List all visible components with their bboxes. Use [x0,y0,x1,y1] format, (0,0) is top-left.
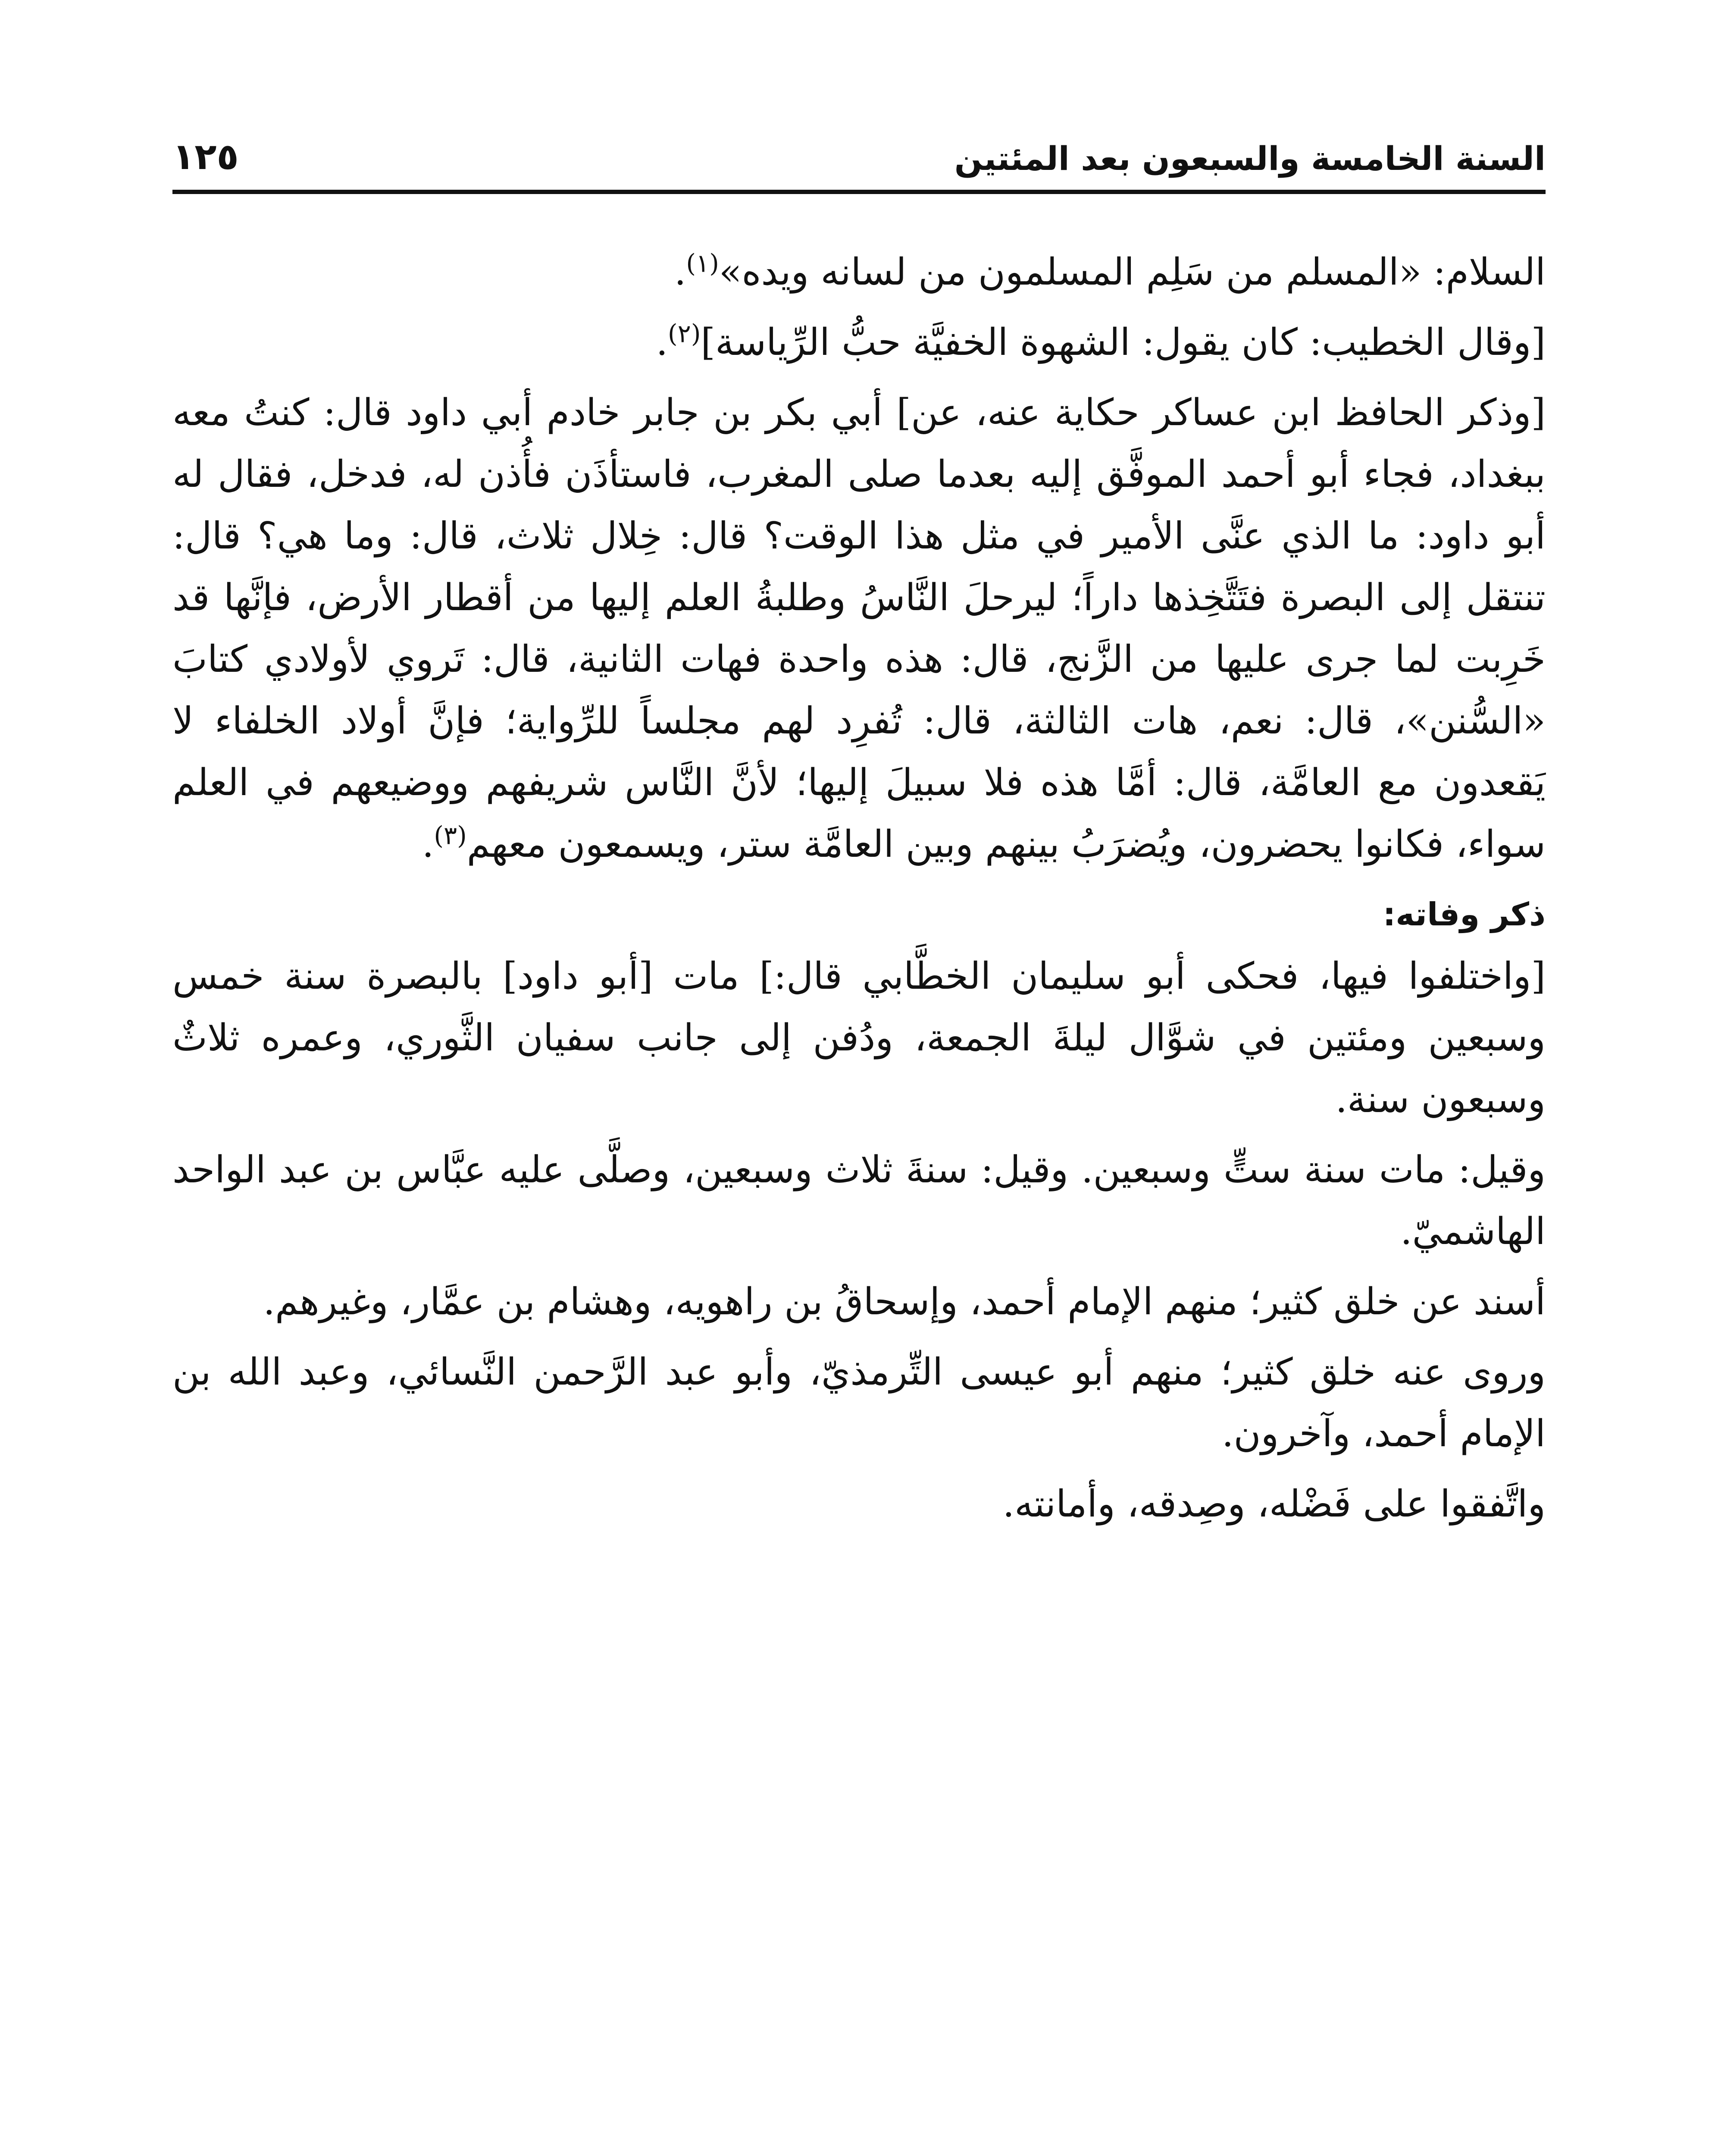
paragraph-text: [وذكر الحافظ ابن عساكر حكاية عنه، عن] أبي بكر بن جابر خادم أبي داود قال: كنتُ معه ببغداد، فجاء أبو أحمد الموفَّق إليه بعدما صلى المغرب، فاستأذَن فأُذن له، فدخل، فقال له أبو داود: ما الذي عنَّى الأمير في مثل هذا الوقت؟ قال: خِلال ثلاث، قال: وما هي؟ قال: تنتقل إلى البصرة فتَتَّخِذها داراً؛ ليرحلَ النَّاسُ وطلبةُ العلم إليها من أقطار الأرض، فإنَّها قد خَرِبت لما جرى عليها من الزَّنج، قال: هذه واحدة فهات الثانية، قال: تَروي لأولادي كتابَ «السُّنن»، قال: نعم، هات الثالثة، قال: تُفرِد لهم مجلساً للرِّواية؛ فإنَّ أولاد الخلفاء لا يَقعدون مع العامَّة، قال: أمَّا هذه فلا سبيلَ إليها؛ لأنَّ النَّاس شريفهم ووضيعهم في العلم سواء، فكانوا يحضرون، ويُضرَبُ بينهم وبين العامَّة ستر، ويسمعون معهم [172,391,1546,866]
footnote-marker: (٣) [434,821,467,850]
footnote-marker: (١) [686,248,719,278]
paragraph: أسند عن خلق كثير؛ منهم الإمام أحمد، وإسحاقُ بن راهويه، وهشام بن عمَّار، وغيرهم. [263,1280,1546,1323]
paragraph: [وقال الخطيب: كان يقول: الشهوة الخفيَّة حبُّ الرِّياسة]$^{(٢)}$. [656,319,1546,364]
section-heading: ذكر وفاته: [1383,896,1546,933]
paragraph: السلام: «المسلم من سَلِم المسلمون من لسانه ويده»$^{(١)}$. [674,248,1546,294]
page-number: ١٢٥ [172,135,239,178]
footnote-marker: (٢) [668,319,701,348]
paragraph: واتَّفقوا على فَضْله، وصِدقه، وأمانته. [1002,1482,1546,1526]
paragraph-text: السلام: «المسلم من سَلِم المسلمون من لسانه ويده» [719,251,1546,294]
running-title: السنة الخامسة والسبعون بعد المئتين [954,139,1546,178]
paragraph-text: [وقال الخطيب: كان يقول: الشهوة الخفيَّة حبُّ الرِّياسة] [701,321,1546,364]
main-text [172,241,1546,1544]
paragraph: وقيل: مات سنة ستٍّ وسبعين. وقيل: سنةَ ثلاث وسبعين، وصلَّى عليه عبَّاس بن عبد الواحد الهاشميّ. [172,1148,1546,1253]
paragraph: وروى عنه خلق كثير؛ منهم أبو عيسى التِّرمذيّ، وأبو عبد الرَّحمن النَّسائي، وعبد الله بن الإمام أحمد، وآخرون. [172,1351,1546,1455]
paragraph: [واختلفوا فيها، فحكى أبو سليمان الخطَّابي قال:] مات [أبو داود] بالبصرة سنة خمس وسبعين ومئتين في شوَّال ليلةَ الجمعة، ودُفن إلى جانب سفيان الثَّوري، وعمره ثلاثٌ وسبعون سنة. [172,955,1546,1121]
paragraph: [وذكر الحافظ ابن عساكر حكاية عنه، عن] أبي بكر بن جابر خادم أبي داود قال: كنتُ معه ببغداد، فجاء أبو أحمد الموفَّق إليه بعدما صلى المغرب، فاستأذَن فأُذن له، فدخل، فقال له أبو داود: ما الذي عنَّى الأمير في مثل هذا الوقت؟ قال: خِلال ثلاث، قال: وما هي؟ قال: تنتقل إلى البصرة فتَتَّخِذها داراً؛ ليرحلَ النَّاسُ وطلبةُ العلم إليها من أقطار الأرض، فإنَّها قد خَرِبت لما جرى عليها من الزَّنج، قال: هذه واحدة فهات الثانية، قال: تَروي لأولادي كتابَ «السُّنن»، قال: نعم، هات الثالثة، قال: تُفرِد لهم مجلساً للرِّواية؛ فإنَّ أولاد الخلفاء لا يَقعدون مع العامَّة، قال: أمَّا هذه فلا سبيلَ إليها؛ لأنَّ النَّاس شريفهم ووضيعهم في العلم سواء، فكانوا يحضرون، ويُضرَبُ بينهم وبين العامَّة ستر، ويسمعون معهم$^{(٣)}$. [172,391,1546,866]
page-header [172,129,1546,194]
